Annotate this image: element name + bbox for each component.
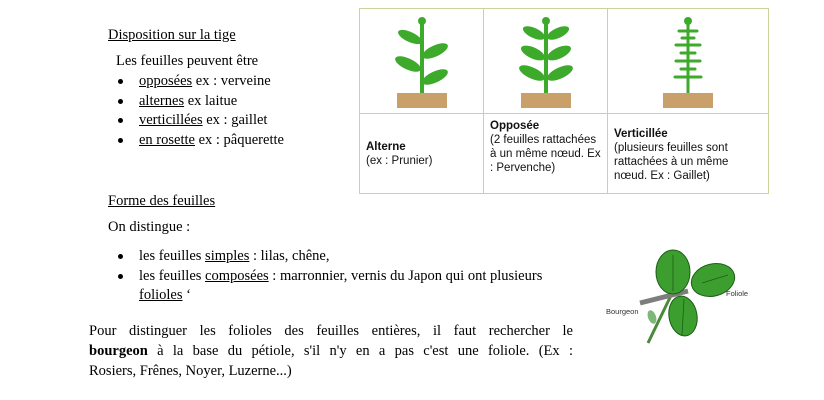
alterne-desc: (ex : Prunier)	[366, 155, 433, 167]
leaf-arrangement-table	[359, 8, 769, 194]
disposition-intro: Les feuilles peuvent être	[116, 53, 259, 69]
alterne-caption-cell	[359, 113, 484, 194]
opposee-image-cell	[483, 8, 608, 114]
list-item: verticillées ex : gaillet	[111, 111, 284, 131]
list-item: les feuilles simples : lilas, chêne,	[111, 247, 591, 267]
opposee-caption-cell	[483, 113, 608, 194]
bourgeon-label: Bourgeon	[606, 307, 639, 316]
opposee-title: Opposée	[490, 120, 540, 132]
opposee-desc: (2 feuilles rattachées à un même nœud. Ex : Pervenche)	[490, 134, 601, 174]
verticillee-caption-cell	[607, 113, 769, 194]
alterne-title: Alterne	[366, 141, 406, 153]
forme-list	[111, 247, 591, 306]
verticillee-title: Verticillée	[614, 128, 668, 140]
list-item: les feuilles composées : marronnier, vernis du Japon qui ont plusieurs folioles ‘	[111, 267, 591, 306]
foliole-label: Foliole	[726, 289, 749, 298]
disposition-heading: Disposition sur la tige	[108, 27, 236, 43]
verticillee-image-cell	[607, 8, 769, 114]
alterne-plant-illustration	[360, 9, 483, 113]
forme-heading: Forme des feuilles	[108, 193, 216, 209]
forme-intro: On distingue :	[108, 219, 191, 235]
list-item: en rosette ex : pâquerette	[111, 131, 284, 151]
list-item: alternes ex laitue	[111, 92, 284, 112]
list-item: opposées ex : verveine	[111, 72, 284, 92]
bourgeon-bold: bourgeon	[89, 343, 148, 359]
paragraph-line-3: Rosiers, Frênes, Noyer, Luzerne...)	[89, 363, 292, 379]
opposee-plant-illustration	[484, 9, 607, 113]
verticillee-plant-illustration	[608, 9, 768, 113]
compound-leaf-figure	[600, 245, 760, 345]
alterne-image-cell	[359, 8, 484, 114]
paragraph-line-2: bourgeon à la base du pétiole, s'il n'y en a pas c'est une foliole. (Ex :	[89, 343, 573, 359]
disposition-list	[111, 72, 284, 150]
explanation-paragraph	[89, 321, 573, 381]
verticillee-desc: (plusieurs feuilles sont rattachées à un même nœud. Ex : Gaillet)	[614, 142, 729, 182]
paragraph-line-1: Pour distinguer les folioles des feuilles entières, il faut rechercher le	[89, 323, 573, 339]
